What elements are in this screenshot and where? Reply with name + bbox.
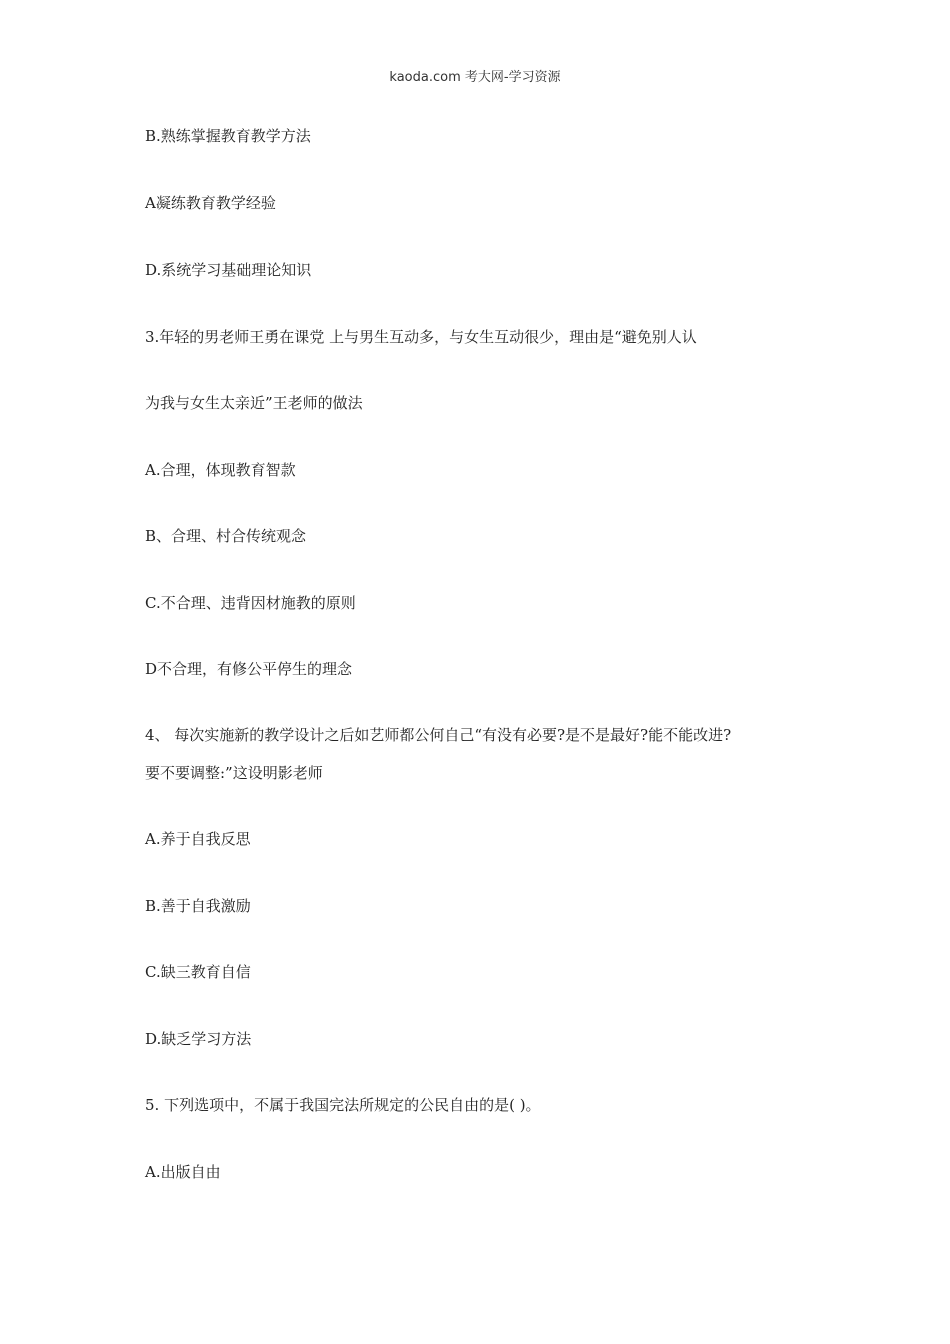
question-3-line-2: 为我与女生太亲近”王老师的做法 bbox=[145, 394, 363, 412]
q5-option-a: A.出版自由 bbox=[145, 1163, 221, 1181]
q4-option-c: C.缺三教育自信 bbox=[145, 963, 251, 981]
q4-option-a: A.养于自我反思 bbox=[145, 830, 251, 848]
page-header: kaoda.com 考大网-学习资源 bbox=[389, 70, 561, 85]
question-3-line-1: 3.年轻的男老师王勇在课党 上与男生互动多，与女生互动很少，理由是“避免别人认 bbox=[145, 328, 697, 346]
q3-option-c: C.不合理、违背因材施教的原则 bbox=[145, 594, 356, 612]
question-4-line-1: 4、 每次实施新的教学设计之后如艺师都公何自己“有没有必要?是不是最好?能不能改进? bbox=[145, 726, 732, 744]
q3-option-b: B、合理、村合传统观念 bbox=[145, 527, 307, 545]
option-b-line: B.熟练掌握教育教学方法 bbox=[145, 127, 311, 145]
q3-option-d: D不合理，有修公平停生的理念 bbox=[145, 660, 353, 678]
option-a-line: A凝练教育教学经验 bbox=[145, 194, 276, 212]
q4-option-b: B.善于自我激励 bbox=[145, 897, 251, 915]
question-4-line-2: 要不要调整:”这设明影老师 bbox=[145, 764, 323, 782]
q4-option-d: D.缺乏学习方法 bbox=[145, 1030, 252, 1048]
q3-option-a: A.合理，体现教育智款 bbox=[145, 461, 296, 479]
question-5-line: 5. 下列选项中，不属于我国完法所规定的公民自由的是( )。 bbox=[145, 1096, 541, 1114]
option-d-line: D.系统学习基础理论知识 bbox=[145, 261, 312, 279]
